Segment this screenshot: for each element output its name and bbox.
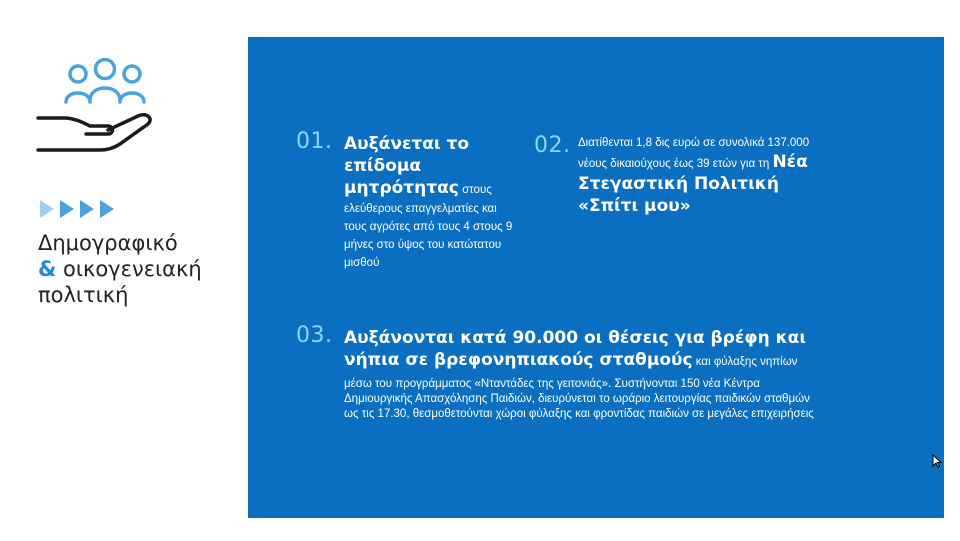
arrow-icon	[80, 200, 94, 218]
item-3-headline: Αυξάνονται κατά 90.000 οι θέσεις για βρέφη και νήπια σε βρεφονηπιακούς σταθμούς	[344, 328, 806, 370]
title-line-2-text: οικογενειακή	[56, 257, 202, 281]
title-line-1: Δημογραφικό	[38, 231, 178, 255]
item-3-text: μέσω του προγράμματος «Νταντάδες της γειτονιάς». Συστήνονται 150 νέα Κέντρα Δημιουργικής Απασχόλησης Παιδιών, διευρύνεται το ωράριο λειτουργίας παιδικών σταθμών ως τις 17.30, θεσμοθετούνται χώροι φύλαξης και φροντίδας παιδιών σε μεγάλες επιχειρήσεις	[344, 378, 814, 420]
title-line-3: πολιτική	[38, 283, 129, 307]
item-2	[578, 133, 838, 217]
section-title	[38, 230, 243, 308]
arrow-icon	[60, 200, 74, 218]
item-1-headline: Αυξάνεται το επίδομα μητρότητας	[344, 134, 470, 198]
play-arrows-icon	[40, 200, 114, 218]
item-3	[344, 327, 864, 422]
arrow-icon	[40, 200, 54, 218]
mouse-pointer-icon	[932, 454, 942, 468]
content-panel	[248, 37, 944, 518]
item-number-1: 01.	[296, 129, 333, 154]
item-number-2: 02.	[534, 133, 571, 158]
item-2-text: Διατίθενται 1,8 δις ευρώ σε συνολικά 137.000 νέους δικαιούχους έως 39 ετών για τη	[578, 137, 810, 170]
item-2-headline: Νέα Στεγαστική Πολιτική «Σπίτι μου»	[578, 152, 808, 216]
arrow-icon	[100, 200, 114, 218]
item-1-text: στους ελεύθερους επαγγελματίες και τους αγρότες από τους 4 στους 9 μήνες στο ύψος του κατώτατου μισθού	[344, 184, 513, 269]
item-1	[344, 133, 514, 271]
item-number-3: 03.	[296, 323, 333, 348]
item-3-inline-text: και φύλαξης νηπίων	[692, 356, 798, 368]
title-ampersand: &	[38, 257, 57, 281]
left-panel	[0, 0, 248, 541]
family-care-hand-icon	[34, 54, 164, 154]
title-line-2	[38, 256, 243, 282]
